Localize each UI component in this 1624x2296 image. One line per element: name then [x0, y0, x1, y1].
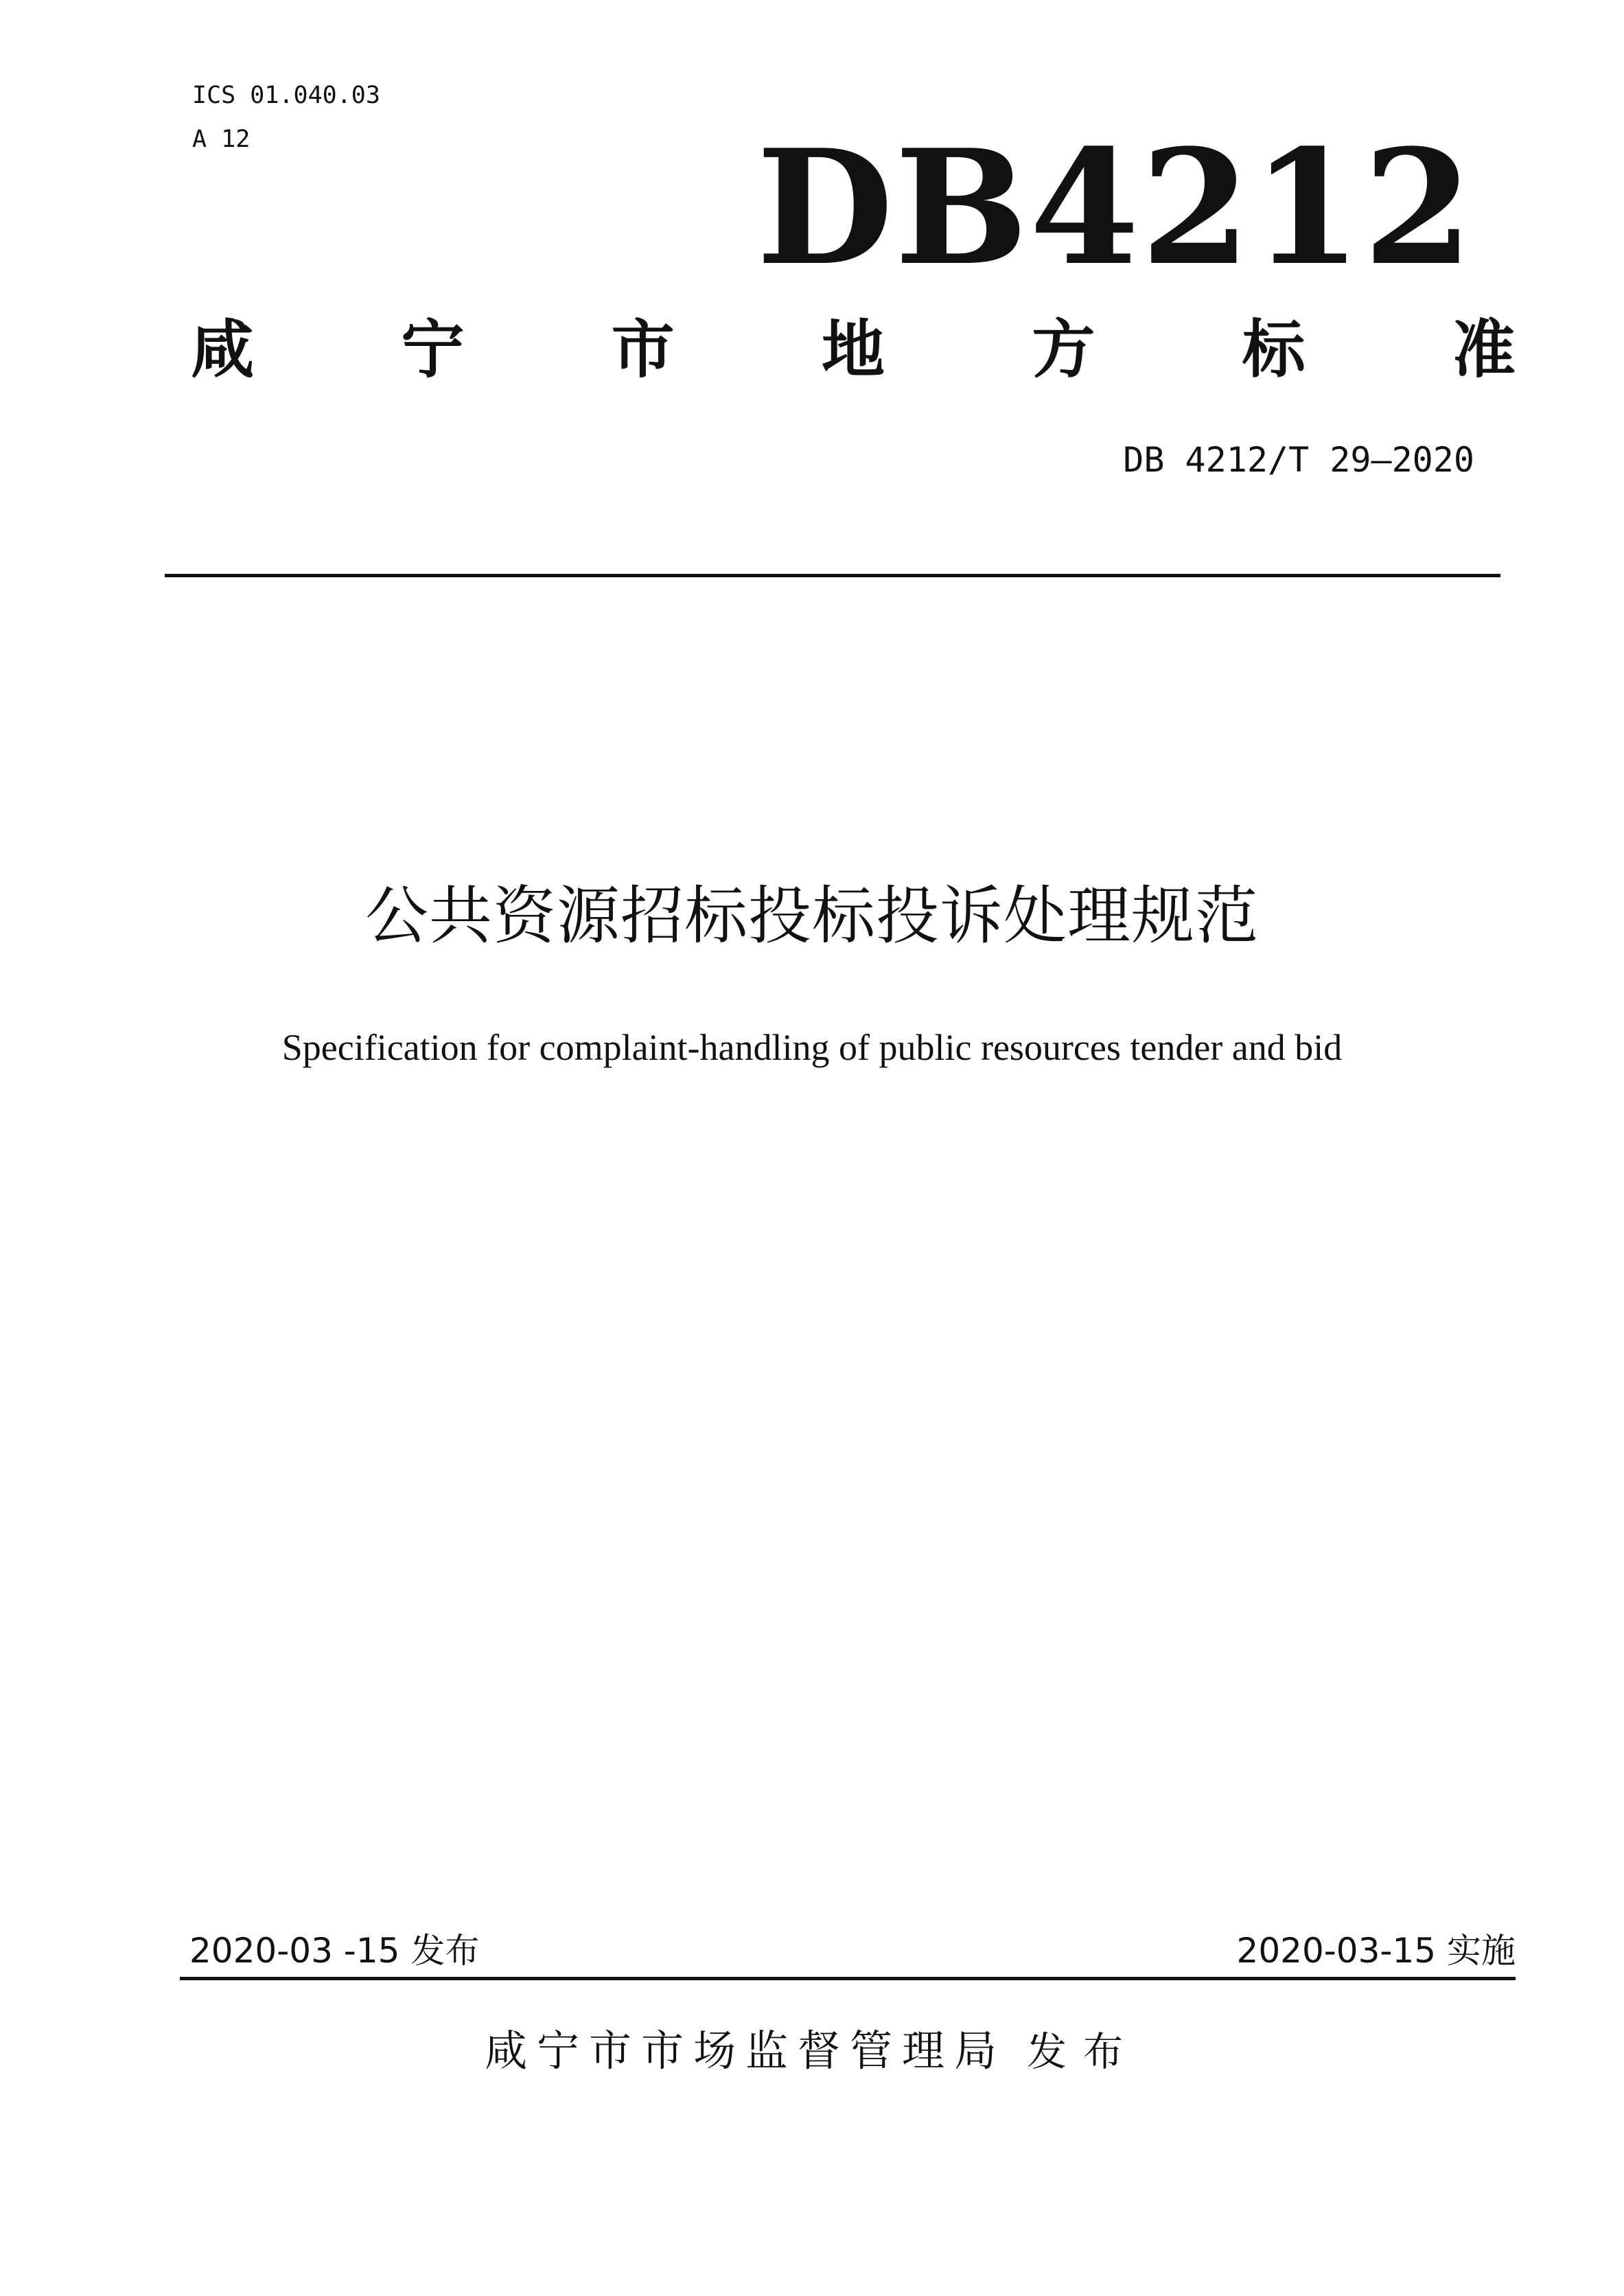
title-chinese: 公共资源招标投标投诉处理规范 [364, 879, 1259, 953]
implementation-date: 2020-03-15 实施 [1236, 1931, 1516, 1971]
db-logo: DB4212 [756, 115, 1474, 301]
standard-number: DB 4212/T 29—2020 [1123, 440, 1474, 480]
standard-type-heading [191, 312, 1516, 388]
top-divider [165, 574, 1500, 577]
standard-type-char: 标 [1242, 313, 1306, 386]
publisher-suffix: 发布 [1027, 2028, 1140, 2075]
standard-type-char: 市 [611, 313, 675, 386]
issue-date: 2020-03 -15 发布 [189, 1931, 480, 1971]
standard-type-char: 咸 [191, 313, 255, 386]
publisher-line [0, 2025, 1624, 2078]
standard-type-char: 宁 [401, 313, 465, 386]
ics-code: ICS 01.040.03 [192, 82, 380, 109]
standard-type-char: 地 [821, 313, 885, 386]
standard-type-char: 准 [1452, 313, 1516, 386]
standard-type-char: 方 [1032, 313, 1095, 386]
title-english: Specification for complaint-handling of public resources tender and bid [281, 1027, 1343, 1068]
publisher-name: 咸宁市市场监督管理局 [484, 2026, 1006, 2076]
bottom-divider [180, 1977, 1516, 1980]
ccs-code: A 12 [192, 126, 251, 153]
